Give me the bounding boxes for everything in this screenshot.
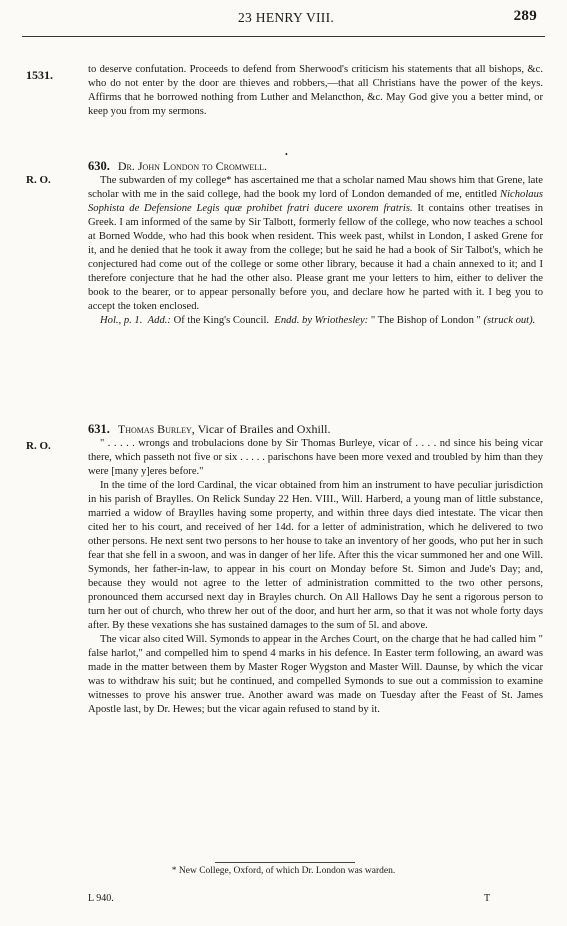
entry-630-book-title: Nicholaus Sophista de Defensione Legis quæ prohibet fratri ducere uxorem fratris. [88, 189, 543, 214]
entry-630-number: 630. [88, 159, 110, 173]
entry-630-heading [88, 158, 543, 174]
note-hol: Hol., p. 1. [100, 315, 143, 326]
footnote: * New College, Oxford, of which Dr. London was warden. [171, 866, 396, 876]
running-title: 23 HENRY VIII. [238, 10, 335, 25]
running-head [0, 8, 567, 30]
entry-631-para-3: The vicar also cited Will. Symonds to appear in the Arches Court, on the charge that he had called him " false harlot," and compelled him to spend 4 marks in his defence. In Easter term following, an award was made in the matter between them by Master Roger Wygston and Master Will. Daunse, by which the vicar was to withdraw his suit; but he continued, and compelled Symonds to sue out a commission to examine witnesses to prove his answer true. Another award was made on Tuesday after the Feast of St. James Apostle last, by Dr. Hewes; but the vicar again refused to stand by it. [88, 634, 543, 715]
header-rule [22, 36, 545, 37]
ornament-dot: • [285, 150, 288, 159]
entry-630 [88, 158, 543, 328]
page-number: 289 [513, 8, 537, 24]
entry-631-title-name: Thomas Burley, [117, 422, 195, 436]
entry-631-title-rest: Vicar of Brailes and Oxhill. [194, 422, 331, 436]
entry-631-para-2: In the time of the lord Cardinal, the vicar obtained from him an instrument to have peculiar jurisdiction in his parish of Braylles. On Relick Sunday 22 Hen. VIII., Will. Harberd, a young man of little substance, married a widow of Braylles having some property, and within three days died intestate. The vicar then cited her to his court, and received of her 14d. for a letter of administration, which he delivered to two other persons. He next sent two persons to her house to take an inventory of her goods, who put her in such fear that she fell in a swoon, and was in danger of her life. After this the vicar summoned her and one Will. Symonds, her father-in-law, to appear in his court on Monday before St. Simon and Jude's Day; and, because they would not agree to the letter of administration committed to the two other persons, pronounced them accursed next day in Brayles church. On All Hallows Day he sent a rigorous person to turn her out of church, who threw her out of the door, and hurt her arm, so that it was not whole forty days after. By these vexations she has sustained damages to the sum of 5l. and above. [88, 480, 543, 631]
entry-630-title: Dr. John London to Cromwell. [117, 159, 268, 173]
intro-block [88, 63, 543, 119]
entry-631-number: 631. [88, 422, 110, 436]
intro-text: to deserve confutation. Proceeds to defend from Sherwood's criticism his statements that all bishops, &c. who do not enter by the door are thieves and robbers,—that all Christians have the power of the keys. Affirms that he borrowed nothing from Luther and Melancthon, &c. May God give you a better mind, or keep you from my sermons. [88, 64, 543, 117]
entry-631 [88, 421, 543, 717]
note-struck: (struck out). [483, 315, 536, 326]
note-endd-text: " The Bishop of London " [368, 315, 484, 326]
year-margin: 1531. [26, 68, 53, 82]
entry-631-para-1: " . . . . . wrongs and trobulacions done by Sir Thomas Burleye, vicar of . . . . nd since his being vicar there, which passeth not five or six . . . . . parischons have been more vexed and troubled by him than they were [many y]eres before." [88, 438, 543, 477]
entry-630-notes [88, 314, 543, 328]
note-endd-label: Endd. by Wriothesley: [274, 315, 369, 326]
entry-630-margin: R. O. [26, 174, 51, 186]
signature-left: L 940. [88, 893, 114, 904]
entry-631-margin: R. O. [26, 440, 51, 452]
entry-630-body-part-2: It contains other treatises in Greek. I am informed of the same by Sir Talbott, formerly fellow of the college, who now teaches a school at Borned Wodde, who had this book when resident. This week past, whilst in London, I asked Grene for it, and he denied that he took it away from the college; but he said he had a book of Sir Talbot's, which he conjectured had come out of the college or some other library, because it had a chain annexed to it; and I therefore conjecture that he had the other also. Please grant me your letters to him, either to deliver the book to the bearer, or to appear personally before you, and declare how he parted with it. I beg you to accept the token enclosed. [88, 203, 543, 312]
signature-right: T [484, 893, 491, 904]
note-add-label: Add.: [147, 315, 171, 326]
footnote-rule [215, 862, 355, 863]
entry-630-body-part-1: The subwarden of my college* has ascertained me that a scholar named Mau shows him that Grene, late scholar with me in the said college, had the book my lord of London demanded of me, entitled [88, 175, 543, 200]
note-add-text: Of the King's Council. [170, 315, 270, 326]
entry-630-body [88, 174, 543, 314]
entry-631-heading [88, 421, 543, 437]
